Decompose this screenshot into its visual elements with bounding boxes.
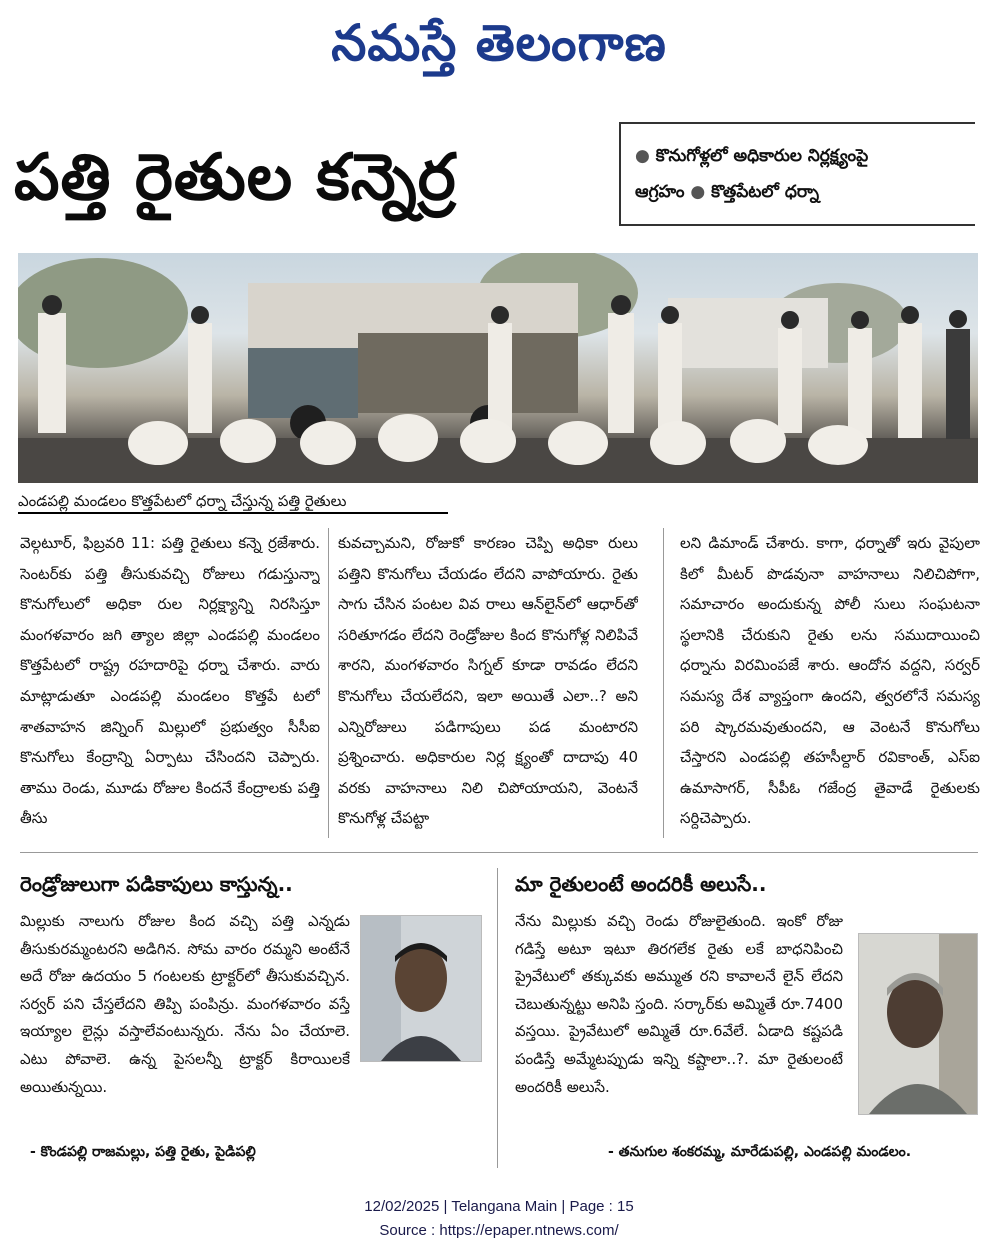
bullet-icon: ● [635, 146, 650, 166]
right-box-text: నేను మిల్లుకు వచ్చి రెండు రోజులైతుంది. ఇంకో రోజు గడిస్తే అటూ ఇటూ తిరగలేక రైతు లకే బాధనిపించి ప్రైవేటులో తక్కువకు అమ్ముత రని కావాలనే లైన్ లేదని చెబుతున్నట్టు అనిపి స్తంది. సర్కార్‌కు అమ్మితే రూ.7400 వస్తయి. ప్రైవేటులో అమ్మితే రూ.6వేలే. ఏడాది కష్టపడి పండిస్తే అమ్మేటప్పుడు ఇన్ని కష్టాలా..?. మా రైతులంటే అందరికీ అలుసే. [515, 912, 843, 1096]
protest-photo [18, 253, 978, 483]
footer-date-page: 12/02/2025 | Telangana Main | Page : 15 [364, 1198, 634, 1215]
article-column-1: వెల్గటూర్, ఫిబ్రవరి 11: పత్తి రైతులు కన్నె ర్రజేశారు. సెంటర్‌కు పత్తి తీసుకువచ్చి రోజులు గడుస్తున్నా కొనుగోలులో అధికా రుల నిర్లక్ష్యాన్ని నిరసిస్తూ మంగళవారం జగి త్యాల జిల్లా ఎండపల్లి మండలం కొత్తపేటలో రాష్ట్ర రహదారిపై ధర్నా చేశారు. వారు మాట్లాడుతూ ఎండపల్లి మండలం కొత్తపే టలో శాతవాహన జిన్నింగ్ మిల్లులో ప్రభుత్వం సీసీఐ కొనుగోలు కేంద్రాన్ని ఏర్పాటు చేసిందని చెప్పారు. తాము రెండు, మూడు రోజుల కిందనే కేంద్రాలకు పత్తి తీసు [20, 534, 320, 828]
bullet-icon: ● [690, 182, 706, 202]
article-column-2: కువచ్చామని, రోజుకో కారణం చెప్పి అధికా రులు పత్తిని కొనుగోలు చేయడం లేదని వాపోయారు. రైతు సాగు చేసిన పంటల వివ రాలు ఆన్‌లైన్‌లో ఆధార్‌తో సరితూగడం లేదని రెండ్రోజుల కింద కొనుగోళ్ల నిలిపివే శారని, మంగళవారం సిగ్నల్ కూడా రావడం లేదని కొనుగోలు చేయలేదని, ఇలా అయితే ఎలా..? అని ఎన్నిరోజులు పడిగాపులు పడ మంటారని ప్రశ్నించారు. అధికారుల నిర్ల క్ష్యంతో దాదాపు 40 వరకు వాహనాలు నిలి చిపోయాయని, వెంటనే కొనుగోళ్ల చేపట్టా [338, 534, 638, 828]
deck-text-1: కొనుగోళ్లలో అధికారుల నిర్లక్ష్యంపై [655, 146, 869, 166]
column-divider [328, 528, 329, 838]
photo-caption: ఎండపల్లి మండలం కొత్తపేటలో ధర్నా చేస్తున్న పత్తి రైతులు [18, 490, 448, 514]
right-box-title [515, 868, 815, 900]
left-box-text: మిల్లుకు నాలుగు రోజుల కింద వచ్చి పత్తి ఎన్నడు తీసుకురమ్మంటరని అడిగిన. సోమ వారం రమ్మని అంటేనే అదే రోజు ఉదయం 5 గంటలకు ట్రాక్టర్‌లో తీసుకువచ్చిన. సర్వర్ పని చేస్తలేదని తిప్పి పంపిన్రు. మంగళవారం వస్తే ఇయ్యాల లైన్లు వస్తాలేవంటున్నరు. నేను ఏం చేయాలె. ఎటు పోవాలె. ఉన్న పైసలన్నీ ట్రాక్టర్ కిరాయిలకే అయితున్నయి. [20, 912, 350, 1096]
deck-text-2a: ఆగ్రహం [635, 182, 685, 202]
article-column-3: లని డిమాండ్ చేశారు. కాగా, ధర్నాతో ఇరు వైపులా కిలో మీటర్ పొడవునా వాహనాలు నిలిచిపోగా, సమాచారం అందుకున్న పోలీ సులు సంఘటనా స్థలానికి చేరుకుని రైతు లను సముదాయించి ధర్నాను విరమింపజే శారు. ఆందోన వద్దని, సర్వర్ సమస్య దేశ వ్యాప్తంగా ఉందని, త్వరలోనే సమస్య పరి ష్కారమవుతుందని, ఆ వెంటనే కొనుగోలు చేస్తారని ఎండపల్లి తహసీల్దార్ రవికాంత్, ఎస్ఐ ఉమాసాగర్, సీపీఓ గజేంద్ర తైవాడే రైతులకు సర్దిచెప్పారు. [680, 534, 980, 828]
headline: పత్తి రైతుల కన్నెర్ర [14, 141, 457, 215]
farmer-portrait-male [360, 915, 482, 1062]
right-box-attribution: - తనుగుల శంకరమ్మ, మారేడుపల్లి, ఎండపల్లి మండలం. [608, 1144, 912, 1160]
deck-line-2 [635, 174, 967, 210]
left-box-title-text: రెండ్రోజులుగా పడికాపులు కాస్తున్న.. [20, 872, 293, 896]
left-box-attribution: - కొండపల్లి రాజమల్లు, పత్తి రైతు, పైడిపల్లి [30, 1144, 256, 1160]
footer-source[interactable]: Source : https://epaper.ntnews.com/ [379, 1222, 619, 1239]
newspaper-masthead: నమస్తే తెలంగాణ [331, 14, 667, 72]
protest-photo-illustration [18, 253, 978, 483]
headline-deck [619, 122, 975, 226]
section-divider [20, 852, 978, 853]
column-divider [663, 528, 664, 838]
deck-line-1 [635, 138, 967, 174]
farmer-portrait-female [858, 933, 978, 1115]
left-box-title [20, 868, 340, 900]
right-box-title-text: మా రైతులంటే అందరికీ అలుసే.. [515, 872, 767, 896]
box-divider [497, 868, 498, 1168]
deck-text-2b: కొత్తపేటలో ధర్నా [711, 182, 819, 202]
